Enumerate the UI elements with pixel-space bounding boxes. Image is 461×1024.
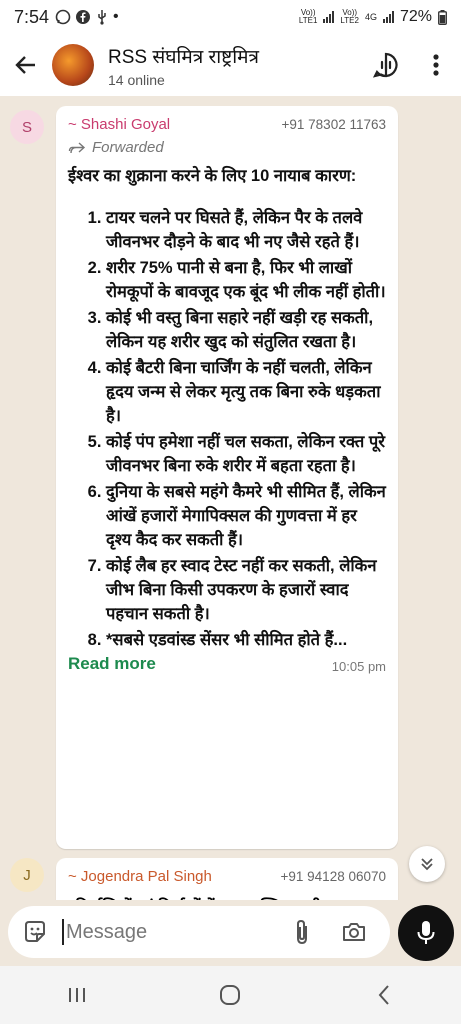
double-chevron-down-icon <box>419 856 435 872</box>
sender-avatar[interactable] <box>10 858 44 892</box>
sender-name[interactable]: ~ Shashi Goyal <box>68 116 171 133</box>
message-list <box>68 206 386 652</box>
message-title: ईश्वर का शुक्राना करने के लिए 10 नायाब कारण: <box>68 167 357 185</box>
list-item: 1. टायर चलने पर घिसते हैं, लेकिन पैर के तलवे जीवनभर दौड़ने के बाद भी नए जैसे रहते हैं। <box>106 206 386 254</box>
message-time: 10:05 pm <box>331 659 386 674</box>
chat-header <box>0 34 461 96</box>
attach-icon <box>294 918 310 946</box>
home-button[interactable] <box>190 966 270 1024</box>
recent-apps-icon <box>67 986 87 1004</box>
system-nav-bar <box>0 966 461 1024</box>
sim2-lte-label: LTE2 <box>340 16 359 25</box>
list-item: 5. कोई पंप हमेशा नहीं चल सकता, लेकिन रक्त पूरे जीवनभर बिना रुके शरीर में बहता रहता है। <box>106 430 386 478</box>
camera-button[interactable] <box>328 906 380 958</box>
list-item: 3. कोई भी वस्तु बिना सहारे नहीं खड़ी रह सकती, लेकिन यह शरीर खुद को संतुलित रखता है। <box>106 306 386 354</box>
back-arrow-icon <box>14 53 38 77</box>
avatar-letter: S <box>21 118 32 136</box>
whatsapp-icon <box>55 9 71 25</box>
message-composer[interactable] <box>8 906 390 958</box>
mic-icon <box>416 920 436 946</box>
battery-percent: 72% <box>399 8 432 25</box>
dot-icon: • <box>113 8 119 25</box>
chat-area[interactable] <box>0 96 461 900</box>
list-item: 6. दुनिया के सबसे महंगे कैमरे भी सीमित हैं, लेकिन आंखें हजारों मेगापिक्सल की गुणवत्ता में हर दृश्य कैद कर सकती हैं। <box>106 480 386 552</box>
sim1-lte-label: LTE1 <box>298 16 318 25</box>
recent-apps-button[interactable] <box>37 966 117 1024</box>
voice-chat-button[interactable] <box>361 40 411 90</box>
more-options-button[interactable] <box>411 40 461 90</box>
sender-phone: +91 78302 11763 <box>281 117 386 132</box>
sender-phone: +91 94128 06070 <box>280 869 386 884</box>
back-nav-button[interactable] <box>344 966 424 1024</box>
voice-chat-icon <box>372 51 400 79</box>
notification-icons <box>55 8 119 26</box>
text-caret <box>62 919 64 945</box>
network-type: 4G <box>364 12 377 22</box>
message-input[interactable] <box>66 921 276 944</box>
chevron-left-icon <box>377 984 391 1006</box>
sim1-indicator <box>299 9 318 25</box>
sticker-icon <box>22 919 48 945</box>
forwarded-label <box>68 139 386 156</box>
home-icon <box>219 984 241 1006</box>
list-item: 4. कोई बैटरी बिना चार्जिंग के नहीं चलती, लेकिन हृदय जन्म से लेकर मृत्यु तक बिना रुके धड़कता है। <box>106 356 386 428</box>
status-right <box>299 8 447 26</box>
status-bar <box>0 0 461 34</box>
group-avatar[interactable] <box>52 44 94 86</box>
camera-icon <box>341 921 367 943</box>
sim2-volte-label: Vo)) <box>342 8 358 17</box>
battery-icon <box>438 10 447 25</box>
sender-name[interactable]: ~ Jogendra Pal Singh <box>68 868 212 885</box>
signal-icon-2 <box>383 11 394 23</box>
header-actions <box>361 40 461 90</box>
sender-avatar[interactable] <box>10 110 44 144</box>
more-vert-icon <box>432 53 440 77</box>
back-button[interactable] <box>0 34 52 96</box>
online-count: 14 online <box>108 71 165 88</box>
input-bar <box>0 900 461 966</box>
sim1-volte-label: Vo)) <box>300 8 316 17</box>
usb-icon <box>95 9 109 25</box>
sim2-indicator <box>340 9 359 25</box>
list-item: 8. *सबसे एडवांस्ड सेंसर भी सीमित होते हैं... <box>106 628 386 652</box>
forwarded-icon <box>68 141 86 155</box>
signal-icon <box>323 11 334 23</box>
group-info[interactable] <box>108 43 259 88</box>
group-name: RSS संघमित्र राष्ट्रमित्र <box>108 46 260 68</box>
facebook-icon <box>75 9 91 25</box>
avatar-letter: J <box>23 866 31 884</box>
sticker-button[interactable] <box>8 906 62 958</box>
mic-button[interactable] <box>398 905 454 961</box>
attach-button[interactable] <box>276 906 328 958</box>
status-time: 7:54 <box>14 6 50 27</box>
list-item: 7. कोई लैब हर स्वाद टेस्ट नहीं कर सकती, लेकिन जीभ बिना किसी उपकरण के हजारों स्वाद पहचान सकती है। <box>106 554 386 626</box>
list-item: 2. शरीर 75% पानी से बना है, फिर भी लाखों रोमकूपों के बावजूद एक बूंद भी लीक नहीं होती। <box>106 256 386 304</box>
read-more-link[interactable]: Read more <box>68 654 156 673</box>
scroll-to-bottom-button[interactable] <box>409 846 445 882</box>
message-bubble[interactable] <box>56 106 398 849</box>
forwarded-text: Forwarded <box>92 139 164 156</box>
